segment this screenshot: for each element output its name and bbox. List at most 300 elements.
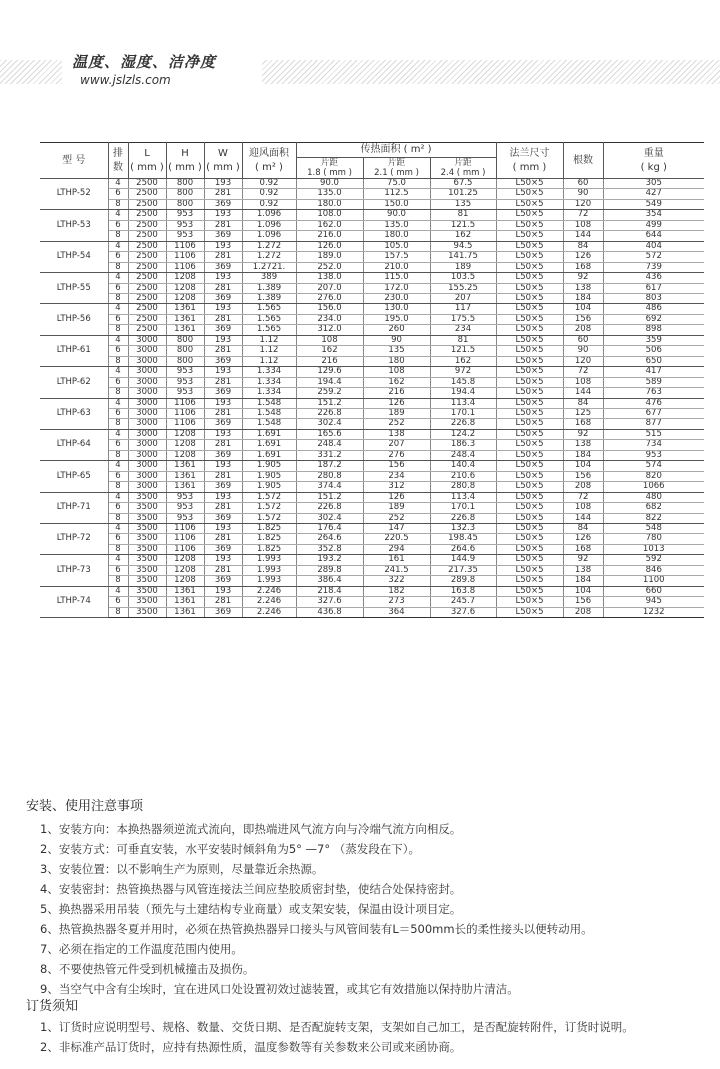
table-cell: 0.92 xyxy=(242,179,296,189)
header-pitch-1: 片距 1.8 ( mm ) xyxy=(296,158,363,179)
table-cell: 549 xyxy=(603,199,704,209)
table-cell: 898 xyxy=(603,325,704,335)
table-row xyxy=(40,262,704,272)
table-cell: L50×5 xyxy=(496,314,563,324)
header-face-area: 迎风面积 ( m² ) xyxy=(242,143,296,179)
table-cell: 207.0 xyxy=(296,283,363,293)
table-cell: 8 xyxy=(108,482,128,492)
table-cell: 193 xyxy=(204,398,242,408)
table-cell: 2.246 xyxy=(242,607,296,617)
table-cell: 436 xyxy=(603,273,704,283)
table-cell: 352.8 xyxy=(296,544,363,554)
table-cell: 4 xyxy=(108,335,128,345)
table-cell: 953 xyxy=(166,388,204,398)
table-cell: 1.905 xyxy=(242,461,296,471)
table-cell: 953 xyxy=(166,513,204,523)
order-notes-list xyxy=(40,1017,634,1057)
table-cell: 1208 xyxy=(166,283,204,293)
model-cell: LTHP-55 xyxy=(40,273,108,304)
table-cell: 2500 xyxy=(128,210,166,220)
table-cell: 138 xyxy=(563,440,603,450)
table-cell: 4 xyxy=(108,179,128,189)
table-cell: 2500 xyxy=(128,304,166,314)
table-row xyxy=(40,273,704,283)
table-cell: 4 xyxy=(108,367,128,377)
table-cell: 186.3 xyxy=(430,440,496,450)
table-cell: 8 xyxy=(108,544,128,554)
table-cell: 1.565 xyxy=(242,304,296,314)
table-cell: 281 xyxy=(204,440,242,450)
table-cell: 281 xyxy=(204,503,242,513)
table-cell: 75.0 xyxy=(363,179,430,189)
table-cell: 1106 xyxy=(166,419,204,429)
table-cell: 216 xyxy=(296,356,363,366)
table-cell: L50×5 xyxy=(496,597,563,607)
spec-table-header xyxy=(40,143,704,179)
table-row xyxy=(40,576,704,586)
header-H: H ( mm ) xyxy=(166,143,204,179)
table-cell: 161 xyxy=(363,555,430,565)
table-cell: 1.096 xyxy=(242,220,296,230)
table-cell: L50×5 xyxy=(496,555,563,565)
list-item: 8、不要使热管元件受到机械撞击及损伤。 xyxy=(40,962,255,976)
table-cell: 281 xyxy=(204,252,242,262)
table-cell: L50×5 xyxy=(496,523,563,533)
table-cell: 369 xyxy=(204,293,242,303)
table-cell: L50×5 xyxy=(496,304,563,314)
model-cell: LTHP-52 xyxy=(40,179,108,210)
table-row xyxy=(40,555,704,565)
table-cell: 207 xyxy=(430,293,496,303)
order-section-title: 订货须知 xyxy=(26,999,79,1014)
table-cell: L50×5 xyxy=(496,576,563,586)
table-cell: 3500 xyxy=(128,586,166,596)
list-item: 1、订货时应说明型号、规格、数量、交货日期、是否配旋转支架，支架如自己加工，是否配旋转附件，订货时说明。 xyxy=(40,1020,634,1034)
table-row xyxy=(40,241,704,251)
table-row xyxy=(40,377,704,387)
table-cell: 369 xyxy=(204,419,242,429)
table-cell: 359 xyxy=(603,335,704,345)
table-cell: 8 xyxy=(108,293,128,303)
header-roots: 根数 xyxy=(563,143,603,179)
table-cell: 1.565 xyxy=(242,325,296,335)
table-row xyxy=(40,199,704,209)
table-cell: 280.8 xyxy=(296,471,363,481)
table-cell: 3500 xyxy=(128,534,166,544)
table-cell: 2500 xyxy=(128,179,166,189)
table-cell: 135.0 xyxy=(363,220,430,230)
table-cell: 252 xyxy=(363,513,430,523)
header-heat-area: 传热面积 ( m² ) xyxy=(296,143,496,158)
table-cell: 2500 xyxy=(128,273,166,283)
table-cell: 3000 xyxy=(128,419,166,429)
table-cell: 3000 xyxy=(128,471,166,481)
table-cell: 84 xyxy=(563,241,603,251)
table-cell: 281 xyxy=(204,377,242,387)
table-cell: 120 xyxy=(563,199,603,209)
table-cell: 780 xyxy=(603,534,704,544)
table-cell: 364 xyxy=(363,607,430,617)
table-cell: 156.0 xyxy=(296,304,363,314)
table-cell: 113.4 xyxy=(430,398,496,408)
table-cell: 1.548 xyxy=(242,408,296,418)
table-cell: 953 xyxy=(166,210,204,220)
table-cell: 302.4 xyxy=(296,419,363,429)
table-cell: 1208 xyxy=(166,555,204,565)
table-cell: 1.12 xyxy=(242,356,296,366)
table-cell: 130.0 xyxy=(363,304,430,314)
table-cell: 234 xyxy=(363,471,430,481)
table-cell: 121.5 xyxy=(430,220,496,230)
table-cell: 1361 xyxy=(166,461,204,471)
install-section-title: 安装、使用注意事项 xyxy=(26,799,144,814)
table-cell: 369 xyxy=(204,262,242,272)
table-cell: 682 xyxy=(603,503,704,513)
table-cell: 822 xyxy=(603,513,704,523)
table-cell: 170.1 xyxy=(430,408,496,418)
table-cell: 4 xyxy=(108,429,128,439)
table-cell: 216.0 xyxy=(296,231,363,241)
table-row xyxy=(40,252,704,262)
table-cell: 369 xyxy=(204,199,242,209)
table-cell: 108 xyxy=(563,377,603,387)
table-cell: 245.7 xyxy=(430,597,496,607)
header-pitch-3: 片距 2.4 ( mm ) xyxy=(430,158,496,179)
table-cell: 144 xyxy=(563,388,603,398)
table-cell: 210.6 xyxy=(430,471,496,481)
table-cell: 515 xyxy=(603,429,704,439)
table-cell: 1.993 xyxy=(242,565,296,575)
table-cell: 234 xyxy=(430,325,496,335)
table-cell: 94.5 xyxy=(430,241,496,251)
table-cell: 72 xyxy=(563,367,603,377)
table-cell: 3500 xyxy=(128,576,166,586)
table-cell: L50×5 xyxy=(496,231,563,241)
header-rows: 排 数 xyxy=(108,143,128,179)
table-cell: 322 xyxy=(363,576,430,586)
table-cell: 480 xyxy=(603,492,704,502)
table-cell: 1.825 xyxy=(242,523,296,533)
table-cell: 1.334 xyxy=(242,388,296,398)
table-cell: 252.0 xyxy=(296,262,363,272)
table-cell: 1.691 xyxy=(242,450,296,460)
table-cell: 3000 xyxy=(128,408,166,418)
table-cell: L50×5 xyxy=(496,440,563,450)
table-cell: 135 xyxy=(363,346,430,356)
table-cell: 3000 xyxy=(128,429,166,439)
table-cell: 4 xyxy=(108,523,128,533)
table-cell: 2500 xyxy=(128,252,166,262)
table-cell: 113.4 xyxy=(430,492,496,502)
table-cell: 184 xyxy=(563,293,603,303)
spec-table-body xyxy=(40,179,704,618)
table-cell: L50×5 xyxy=(496,273,563,283)
table-row xyxy=(40,450,704,460)
table-cell: 6 xyxy=(108,534,128,544)
table-row xyxy=(40,189,704,199)
table-cell: 404 xyxy=(603,241,704,251)
table-cell: 101.25 xyxy=(430,189,496,199)
table-cell: 150.0 xyxy=(363,199,430,209)
table-cell: 90.0 xyxy=(363,210,430,220)
table-cell: L50×5 xyxy=(496,586,563,596)
table-cell: 312 xyxy=(363,482,430,492)
table-cell: 953 xyxy=(166,377,204,387)
table-cell: 264.6 xyxy=(430,544,496,554)
table-cell: 369 xyxy=(204,325,242,335)
table-cell: 6 xyxy=(108,377,128,387)
table-cell: 218.4 xyxy=(296,586,363,596)
table-cell: 294 xyxy=(363,544,430,554)
table-cell: 8 xyxy=(108,262,128,272)
table-cell: 2500 xyxy=(128,293,166,303)
table-cell: 0.92 xyxy=(242,199,296,209)
table-row xyxy=(40,534,704,544)
table-cell: 108 xyxy=(563,503,603,513)
table-cell: 72 xyxy=(563,210,603,220)
table-cell: 677 xyxy=(603,408,704,418)
table-cell: 104 xyxy=(563,304,603,314)
table-cell: 138.0 xyxy=(296,273,363,283)
table-cell: 194.4 xyxy=(430,388,496,398)
table-cell: 1.825 xyxy=(242,534,296,544)
model-cell: LTHP-53 xyxy=(40,210,108,241)
table-cell: 650 xyxy=(603,356,704,366)
table-row xyxy=(40,220,704,230)
table-cell: 147 xyxy=(363,523,430,533)
table-cell: 3000 xyxy=(128,367,166,377)
table-cell: 1.389 xyxy=(242,283,296,293)
table-cell: 1.905 xyxy=(242,471,296,481)
table-cell: 155.25 xyxy=(430,283,496,293)
table-cell: 144 xyxy=(563,231,603,241)
table-cell: 289.8 xyxy=(296,565,363,575)
table-cell: 92 xyxy=(563,273,603,283)
table-cell: 117 xyxy=(430,304,496,314)
table-cell: 6 xyxy=(108,597,128,607)
model-cell: LTHP-74 xyxy=(40,586,108,617)
table-cell: L50×5 xyxy=(496,262,563,272)
table-cell: 193 xyxy=(204,304,242,314)
table-row xyxy=(40,398,704,408)
table-cell: 168 xyxy=(563,419,603,429)
table-cell: 3500 xyxy=(128,555,166,565)
table-cell: 820 xyxy=(603,471,704,481)
table-row xyxy=(40,293,704,303)
table-cell: L50×5 xyxy=(496,492,563,502)
table-cell: 124.2 xyxy=(430,429,496,439)
table-cell: 151.2 xyxy=(296,398,363,408)
table-cell: L50×5 xyxy=(496,210,563,220)
list-item: 5、换热器采用吊装（预先与土建结构专业商量）或支架安装，保温由设计项目定。 xyxy=(40,902,462,916)
table-cell: 264.6 xyxy=(296,534,363,544)
table-cell: 2500 xyxy=(128,262,166,272)
table-cell: L50×5 xyxy=(496,367,563,377)
table-cell: 210.0 xyxy=(363,262,430,272)
table-cell: 84 xyxy=(563,398,603,408)
table-cell: 226.8 xyxy=(296,408,363,418)
table-cell: 1.096 xyxy=(242,231,296,241)
table-cell: 548 xyxy=(603,523,704,533)
table-cell: 4 xyxy=(108,210,128,220)
table-cell: 162 xyxy=(363,377,430,387)
table-cell: 281 xyxy=(204,534,242,544)
table-cell: 273 xyxy=(363,597,430,607)
table-cell: 105.0 xyxy=(363,241,430,251)
table-cell: L50×5 xyxy=(496,388,563,398)
table-cell: 3000 xyxy=(128,461,166,471)
table-cell: 2500 xyxy=(128,283,166,293)
table-row xyxy=(40,513,704,523)
table-cell: L50×5 xyxy=(496,419,563,429)
table-cell: 2500 xyxy=(128,189,166,199)
table-cell: 369 xyxy=(204,576,242,586)
table-cell: 3000 xyxy=(128,450,166,460)
table-cell: 103.5 xyxy=(430,273,496,283)
table-cell: 220.5 xyxy=(363,534,430,544)
table-cell: 1.572 xyxy=(242,513,296,523)
table-cell: 692 xyxy=(603,314,704,324)
table-cell: 170.1 xyxy=(430,503,496,513)
table-cell: 4 xyxy=(108,555,128,565)
table-cell: 1208 xyxy=(166,440,204,450)
table-cell: 574 xyxy=(603,461,704,471)
table-cell: 2500 xyxy=(128,241,166,251)
table-cell: 1106 xyxy=(166,398,204,408)
header-weight: 重量 ( kg ) xyxy=(640,147,667,173)
table-cell: 1.565 xyxy=(242,314,296,324)
table-cell: 193 xyxy=(204,429,242,439)
table-cell: 189.0 xyxy=(296,252,363,262)
table-cell: 369 xyxy=(204,388,242,398)
table-cell: 115.0 xyxy=(363,273,430,283)
table-cell: 386.4 xyxy=(296,576,363,586)
table-cell: L50×5 xyxy=(496,179,563,189)
table-cell: 436.8 xyxy=(296,607,363,617)
table-cell: 84 xyxy=(563,523,603,533)
table-row xyxy=(40,461,704,471)
table-cell: L50×5 xyxy=(496,534,563,544)
table-cell: 280.8 xyxy=(430,482,496,492)
table-cell: L50×5 xyxy=(496,408,563,418)
table-cell: 259.2 xyxy=(296,388,363,398)
table-cell: 2500 xyxy=(128,220,166,230)
table-cell: 4 xyxy=(108,273,128,283)
table-row xyxy=(40,408,704,418)
table-cell: 6 xyxy=(108,189,128,199)
table-cell: 162 xyxy=(430,356,496,366)
table-cell: 4 xyxy=(108,304,128,314)
table-cell: 617 xyxy=(603,283,704,293)
table-cell: 6 xyxy=(108,471,128,481)
table-cell: 1361 xyxy=(166,586,204,596)
table-cell: 157.5 xyxy=(363,252,430,262)
table-cell: 972 xyxy=(430,367,496,377)
table-cell: 3000 xyxy=(128,388,166,398)
table-cell: L50×5 xyxy=(496,565,563,575)
table-cell: 145.8 xyxy=(430,377,496,387)
list-item: 6、热管换热器冬夏并用时，必须在热管换热器异口接头与风管间装有L＝500mm长的柔性接头以便转动用。 xyxy=(40,922,593,936)
brand-title: 温度、湿度、洁净度 xyxy=(72,53,217,71)
table-cell: 67.5 xyxy=(430,179,496,189)
table-cell: 1.572 xyxy=(242,503,296,513)
table-cell: 252 xyxy=(363,419,430,429)
table-cell: 660 xyxy=(603,586,704,596)
table-cell: 135 xyxy=(430,199,496,209)
table-cell: 8 xyxy=(108,419,128,429)
table-cell: 369 xyxy=(204,482,242,492)
model-cell: LTHP-61 xyxy=(40,335,108,366)
table-cell: 1361 xyxy=(166,482,204,492)
table-cell: 327.6 xyxy=(430,607,496,617)
table-cell: L50×5 xyxy=(496,398,563,408)
table-cell: 6 xyxy=(108,283,128,293)
table-cell: 2500 xyxy=(128,325,166,335)
table-cell: 1361 xyxy=(166,325,204,335)
table-cell: 138 xyxy=(563,565,603,575)
model-cell: LTHP-54 xyxy=(40,241,108,272)
table-row xyxy=(40,231,704,241)
table-cell: 1100 xyxy=(603,576,704,586)
table-cell: 1.548 xyxy=(242,419,296,429)
table-cell: L50×5 xyxy=(496,293,563,303)
table-cell: 193 xyxy=(204,555,242,565)
table-cell: 8 xyxy=(108,231,128,241)
table-cell: 1.272 xyxy=(242,241,296,251)
table-cell: 156 xyxy=(563,471,603,481)
table-cell: 281 xyxy=(204,565,242,575)
table-cell: 92 xyxy=(563,429,603,439)
table-cell: 305 xyxy=(603,179,704,189)
table-row xyxy=(40,179,704,189)
table-cell: 1106 xyxy=(166,241,204,251)
table-cell: 499 xyxy=(603,220,704,230)
table-cell: L50×5 xyxy=(496,283,563,293)
spec-table xyxy=(40,142,704,618)
table-cell: 953 xyxy=(166,503,204,513)
table-row xyxy=(40,335,704,345)
table-cell: 589 xyxy=(603,377,704,387)
table-cell: 417 xyxy=(603,367,704,377)
table-cell: 6 xyxy=(108,503,128,513)
table-cell: L50×5 xyxy=(496,544,563,554)
table-cell: 1208 xyxy=(166,429,204,439)
table-cell: 165.6 xyxy=(296,429,363,439)
table-cell: 176.4 xyxy=(296,523,363,533)
table-cell: L50×5 xyxy=(496,482,563,492)
table-cell: L50×5 xyxy=(496,503,563,513)
table-cell: 800 xyxy=(166,356,204,366)
table-cell: L50×5 xyxy=(496,199,563,209)
table-cell: 354 xyxy=(603,210,704,220)
table-cell: 281 xyxy=(204,283,242,293)
table-row xyxy=(40,314,704,324)
table-row xyxy=(40,586,704,596)
model-cell: LTHP-63 xyxy=(40,398,108,429)
table-cell: 2500 xyxy=(128,199,166,209)
table-cell: 6 xyxy=(108,252,128,262)
table-cell: L50×5 xyxy=(496,471,563,481)
table-cell: 427 xyxy=(603,189,704,199)
table-row xyxy=(40,419,704,429)
table-cell: 193 xyxy=(204,273,242,283)
table-cell: 193 xyxy=(204,461,242,471)
table-cell: 194.4 xyxy=(296,377,363,387)
list-item: 1、安装方向：本换热器须逆流式流向，即热端进风气流方向与冷端气流方向相反。 xyxy=(40,822,462,836)
table-cell: 90 xyxy=(363,335,430,345)
table-cell: 4 xyxy=(108,586,128,596)
model-cell: LTHP-56 xyxy=(40,304,108,335)
